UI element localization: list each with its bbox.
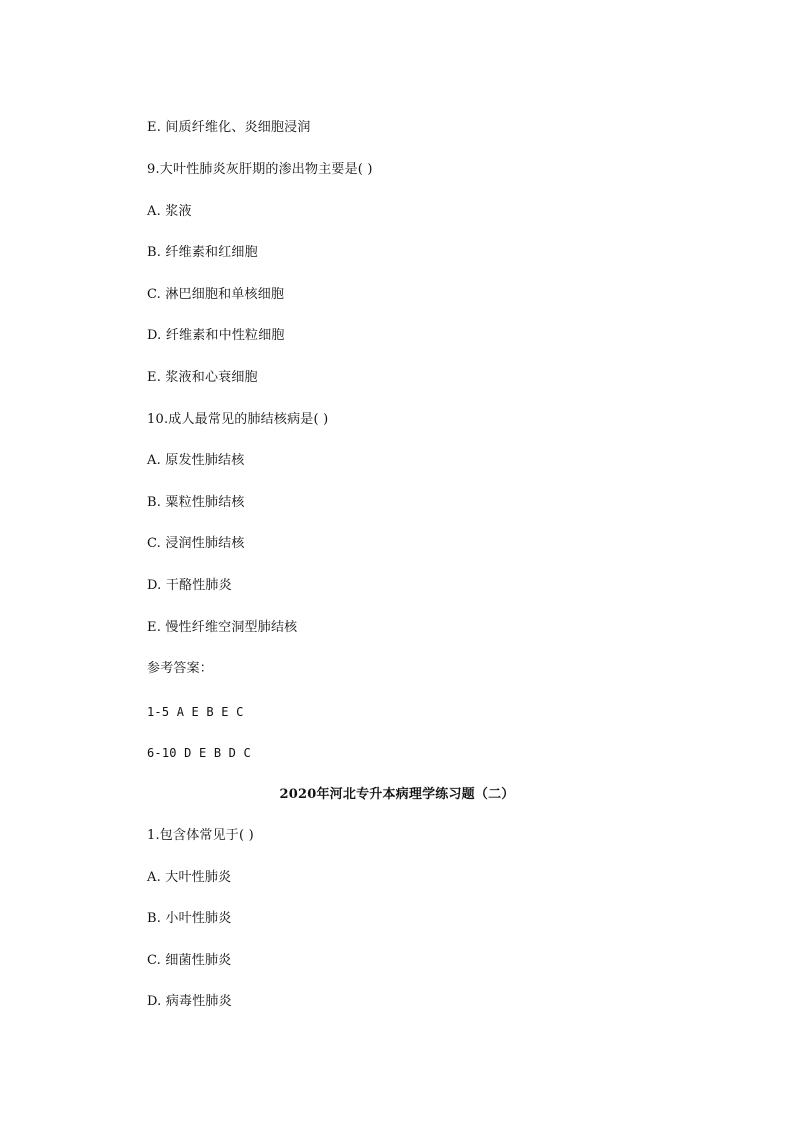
s2-q1-option-d: D. 病毒性肺炎 <box>147 994 232 1009</box>
q9-option-a: A. 浆液 <box>147 204 192 219</box>
s2-q1-option-c: C. 细菌性肺炎 <box>147 953 232 968</box>
q10-option-e: E. 慢性纤维空洞型肺结核 <box>147 620 298 635</box>
q9-option-e: E. 浆液和心衰细胞 <box>147 370 258 385</box>
s2-q1-option-a: A. 大叶性肺炎 <box>147 870 232 885</box>
s2-q1-option-b: B. 小叶性肺炎 <box>147 911 232 926</box>
section-title: 2020年河北专升本病理学练习题（二） <box>279 787 515 802</box>
q9-option-d: D. 纤维素和中性粒细胞 <box>147 328 285 343</box>
q9-option-b: B. 纤维素和红细胞 <box>147 245 258 260</box>
q10-question: 10.成人最常见的肺结核病是( ) <box>147 412 329 427</box>
q10-option-b: B. 粟粒性肺结核 <box>147 495 245 510</box>
s2-q1-question: 1.包含体常见于( ) <box>147 828 254 843</box>
answers-heading: 参考答案： <box>147 661 214 676</box>
q10-option-c: C. 浸润性肺结核 <box>147 536 245 551</box>
q9-question: 9.大叶性肺炎灰肝期的渗出物主要是( ) <box>147 162 373 177</box>
q10-option-a: A. 原发性肺结核 <box>147 453 245 468</box>
answers-line-1: 1-5 A E B E C <box>147 705 244 719</box>
q8-option-e: E. 间质纤维化、炎细胞浸润 <box>147 120 311 135</box>
q9-option-c: C. 淋巴细胞和单核细胞 <box>147 287 285 302</box>
answers-line-2: 6-10 D E B D C <box>147 746 251 760</box>
q10-option-d: D. 干酪性肺炎 <box>147 578 232 593</box>
